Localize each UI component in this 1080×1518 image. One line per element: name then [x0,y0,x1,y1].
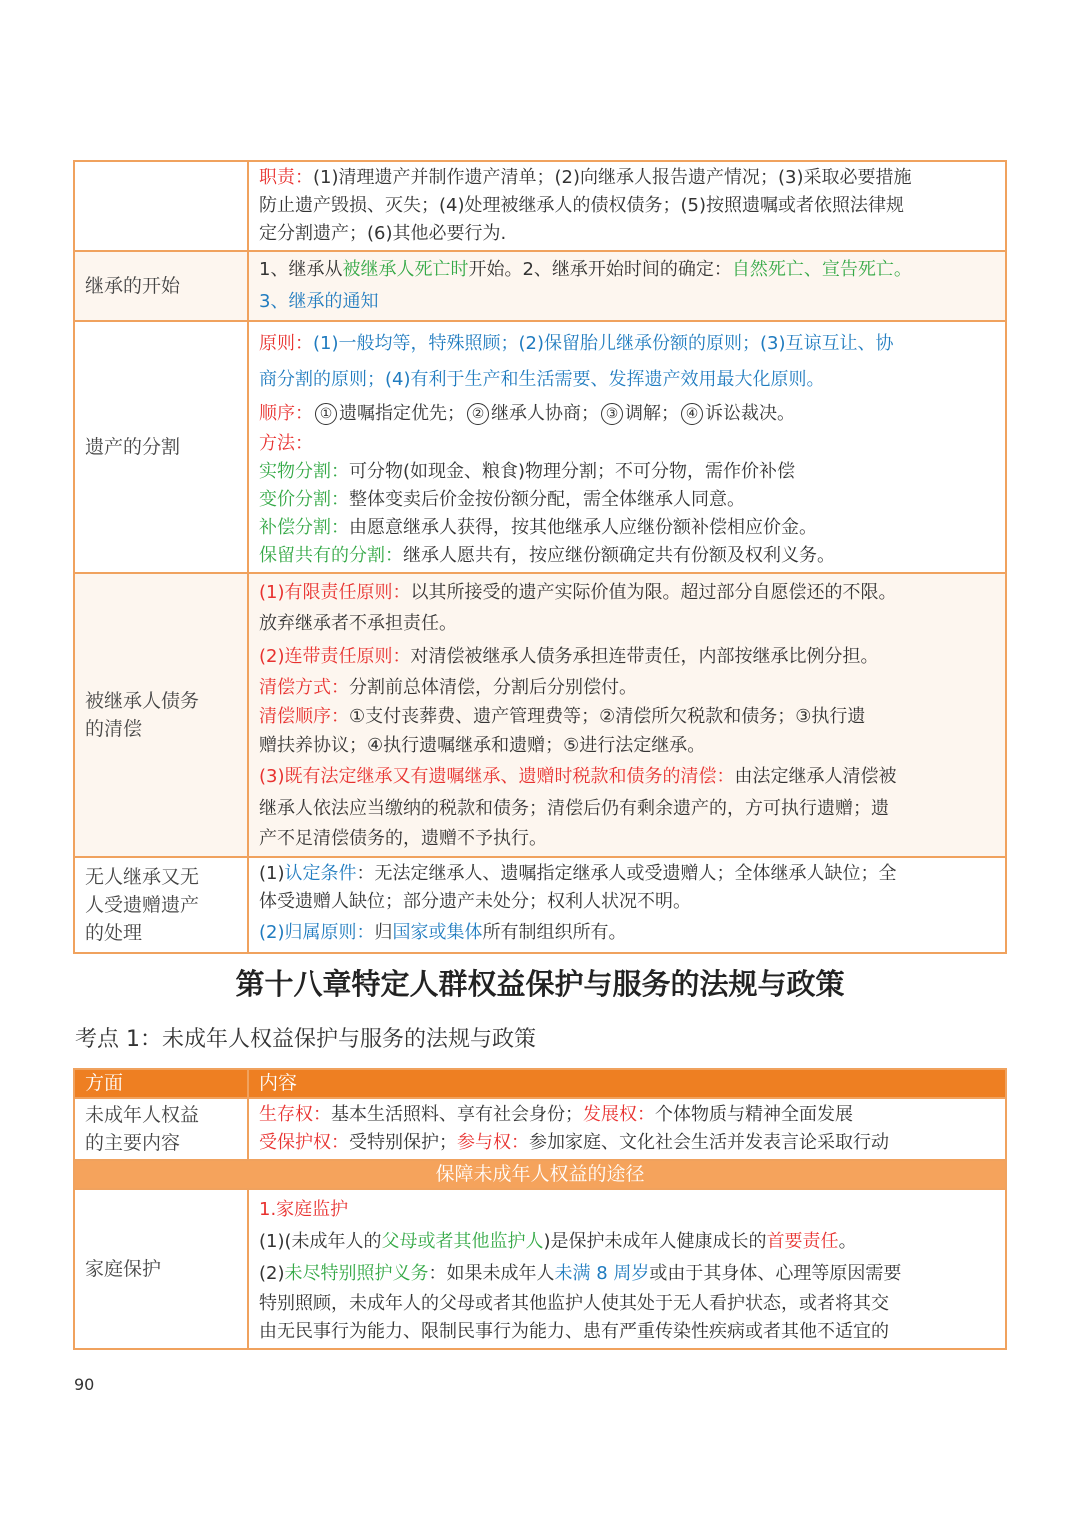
right-name: 生存权： [259,1104,331,1125]
row-label: 家庭保护 [74,1189,248,1349]
way-label: 清偿方式： [259,677,349,698]
text: ：如果未成年人 [428,1263,555,1284]
circled-number: ③ [601,403,623,425]
circled-number: ④ [681,403,703,425]
table-row [74,251,1006,321]
table-row [74,321,1006,573]
duties-cell [248,161,1006,251]
rights-cell [248,1098,1006,1160]
text: (2) [259,1263,285,1284]
row-label: 继承的开始 [74,251,248,321]
table-row [74,161,1006,251]
text: 或由于其身体、心理等原因需要 [649,1263,902,1284]
principle-label: 原则： [259,333,313,354]
highlight-text: 被继承人死亡时 [342,259,469,280]
highlight-text: 首要责任 [766,1231,839,1252]
minor-rights-table [73,1068,1007,1350]
method-text: 继承人愿共有，按应继份额确定共有份额及权利义务。 [403,545,835,566]
duties-line: (1)清理遗产并制作遗产清单；(2)向继承人报告遗产情况；(3)采取必要措施 [313,167,912,188]
label-line: 的主要内容 [85,1132,181,1154]
text: 开始。2、继承开始时间的确定： [468,259,732,280]
sequence-label: 清偿顺序： [259,706,349,727]
limited-label: (1)有限责任原则： [259,582,411,603]
page-number: 90 [74,1375,95,1394]
text: 对清偿被继承人债务承担连带责任，内部按继承比例分担。 [410,646,879,667]
method-label: 方法： [259,433,313,454]
table-row [74,573,1006,857]
ownership-label: (2)归属原则： [259,922,375,943]
label-line: 的清偿 [85,718,143,740]
text: 归 [374,922,393,943]
text: 特别照顾，未成年人的父母或者其他监护人使其处于无人看护状态，或者将其交 [259,1293,889,1314]
principle-text: (1)一般均等，特殊照顾；(2)保留胎儿继承份额的原则；(3)互谅互让、协 [313,333,894,354]
row-label: 遗产的分割 [74,321,248,573]
row-label [74,857,248,953]
text: ：无法定继承人、遗嘱指定继承人或受遗赠人；全体继承人缺位；全 [356,863,897,884]
method-name: 补偿分割： [259,517,349,538]
label-line: 被继承人债务 [85,690,200,712]
text: 分割前总体清偿，分割后分别偿付。 [349,677,637,698]
section-title: 考点 1：未成年人权益保护与服务的法规与政策 [75,1027,536,1052]
row-label [74,1098,248,1160]
text: 由法定继承人清偿被 [734,766,897,787]
order-item: 继承人协商； [491,403,599,424]
family-cell [248,1189,1006,1349]
start-cell [248,251,1006,321]
text: )是保护未成年人健康成长的 [543,1231,767,1252]
debts-cell [248,573,1006,857]
label-line: 无人继承又无 [85,866,200,888]
text: 继承人依法应当缴纳的税款和债务；清偿后仍有剩余遗产的，方可执行遗赠；遗 [259,798,889,819]
chapter-title: 第十八章特定人群权益保护与服务的法规与政策 [235,967,845,1001]
highlight-text: 国家或集体 [392,922,483,943]
division-cell [248,321,1006,573]
label-line: 未成年人权益 [85,1104,200,1126]
label-line: 人受遗赠遗产 [85,894,200,916]
table-row [74,1189,1006,1349]
method-name: 保留共有的分割： [259,545,403,566]
highlight-text: 未尽特别照护义务 [284,1263,429,1284]
text: 体受遗赠人缺位；部分遗产未处分；权利人状况不明。 [259,891,691,912]
order-item: 诉讼裁决。 [705,403,795,424]
highlight-text: 自然死亡、宣告死亡 [731,259,894,280]
text: (1)(未成年人的 [259,1231,382,1252]
circled-number: ① [315,403,337,425]
inheritance-table [73,160,1007,954]
text: 所有制组织所有。 [482,922,627,943]
text: ①支付丧葬费、遗产管理费等；②清偿所欠税款和债务；③执行遗 [349,706,866,727]
right-name: 受保护权： [259,1132,349,1153]
text: 。 [893,259,912,280]
text: 由无民事行为能力、限制民事行为能力、患有严重传染性疾病或者其他不适宜的 [259,1321,889,1342]
right-name: 发展权： [583,1104,655,1125]
text: 以其所接受的遗产实际价值为限。超过部分自愿偿还的不限。 [410,582,897,603]
label-line: 的处理 [85,922,143,944]
row-label [74,161,248,251]
text: 受特别保护； [349,1132,457,1153]
circled-number: ② [467,403,489,425]
text: 个体物质与精神全面发展 [655,1104,853,1125]
table-row [74,1098,1006,1160]
order-item: 遗嘱指定优先； [339,403,465,424]
notice-heading: 3、继承的通知 [259,291,379,312]
principle-text: 商分割的原则；(4)有利于生产和生活需要、发挥遗产效用最大化原则。 [259,369,825,390]
highlight-text: 父母或者其他监护人 [381,1231,544,1252]
table-row [74,857,1006,953]
both-label: (3)既有法定继承又有遗嘱继承、遗赠时税款和债务的清偿： [259,766,735,787]
text: (1) [259,863,285,884]
order-item: 调解； [625,403,679,424]
heirless-cell [248,857,1006,953]
text: 参加家庭、文化社会生活并发表言论采取行动 [529,1132,889,1153]
family-heading: 1.家庭监护 [259,1199,349,1220]
method-text: 整体变卖后价金按份额分配，需全体继承人同意。 [349,489,745,510]
duties-line: 定分割遗产；(6)其他必要行为. [259,223,507,244]
method-name: 变价分割： [259,489,349,510]
duties-line: 防止遗产毁损、灭失；(4)处理被继承人的债权债务；(5)按照遗嘱或者依照法律规 [259,195,904,216]
duties-label: 职责： [259,167,313,188]
text: 赠扶养协议；④执行遗嘱继承和遗赠；⑤进行法定继承。 [259,735,706,756]
section-band: 保障未成年人权益的途径 [74,1160,1006,1189]
highlight-text: 未满 8 周岁 [554,1263,650,1284]
row-label [74,573,248,857]
method-text: 可分物(如现金、粮食)物理分割；不可分物，需作价补偿 [349,461,796,482]
column-header-content: 内容 [248,1069,1006,1098]
method-name: 实物分割： [259,461,349,482]
section-band-row [74,1160,1006,1189]
text: 基本生活照料、享有社会身份； [331,1104,583,1125]
joint-label: (2)连带责任原则： [259,646,411,667]
table-header-row [74,1069,1006,1098]
text: 放弃继承者不承担责任。 [259,613,457,634]
order-label: 顺序： [259,403,313,424]
text: 。 [838,1231,857,1252]
text: 产不足清偿债务的，遗赠不予执行。 [259,828,547,849]
text: 1、继承从 [259,259,343,280]
column-header-aspect: 方面 [74,1069,248,1098]
right-name: 参与权： [457,1132,529,1153]
condition-label: 认定条件 [284,863,357,884]
method-text: 由愿意继承人获得，按其他继承人应继份额补偿相应价金。 [349,517,817,538]
